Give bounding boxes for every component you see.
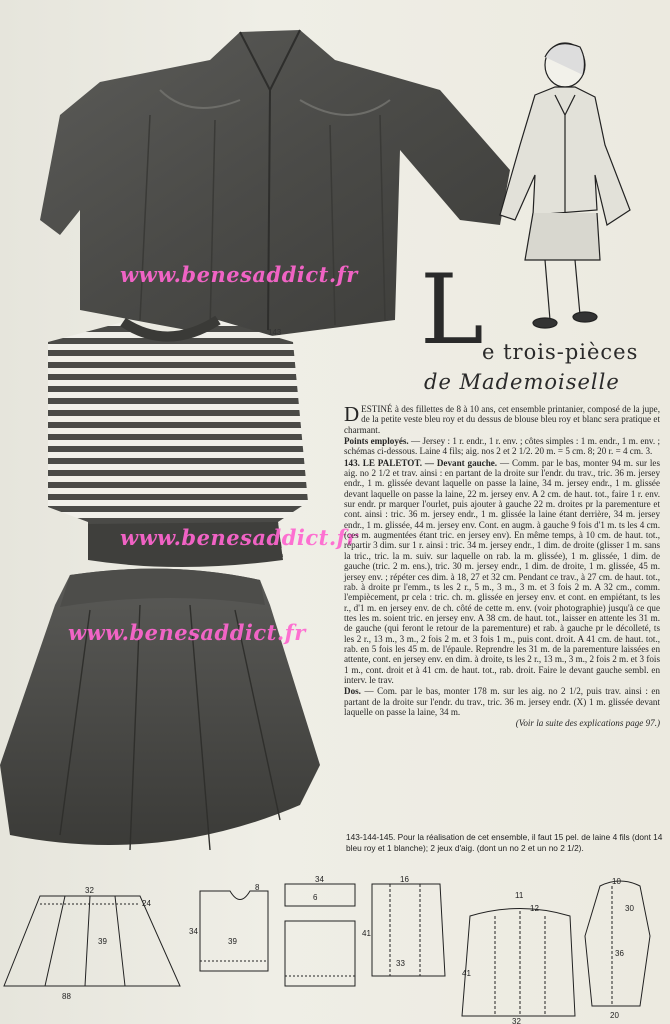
- watermark: www.benesaddict.fr: [68, 620, 306, 645]
- schema-label: 34: [315, 876, 324, 884]
- schema-label: 39: [98, 937, 107, 946]
- points-text: — Jersey : 1 r. endr., 1 r. env. ; côtes simples : 1 m. endr., 1 m. env. ; schémas ci-dessous. Laine 4 fils; aig. nos 2 et 2 1/2. 20 m. = 5 cm. 8; 20 r. = 4 cm. 3.: [344, 436, 660, 457]
- dos-text: — Com. par le bas, monter 178 m. sur les aig. no 2 1/2, puis trav. ainsi : en partant de la droite sur l'endr. du trav., tric. 36 m. jersey endr. (X) 1 m. glissée devant laquelle on passe la laine, 34 m.: [344, 686, 660, 717]
- schema-label: 8: [255, 883, 260, 892]
- points-paragraph: [344, 436, 660, 457]
- materials-note: 143-144-145. Pour la réalisation de cet ensemble, il faut 15 pel. de laine 4 fils (dont 14 bleu roy et 1 blanche); 2 jeux d'aig. (dont un no 2 et un no 2 1/2).: [346, 832, 663, 853]
- schema-label: 6: [313, 893, 318, 902]
- paletot-text: — Comm. par le bas, monter 94 m. sur les aig. no 2 1/2 et trav. ainsi : en partant de la droite sur l'endr. du trav., tric. 36 m. jersey endr., 1 m. glissée devant laquelle on passe la laine, 34 m. jersey endr., 1 m. glissée devant laquelle on passe la laine, 22 m. jersey env. A 2 cm. de haut. tot., faire 1 r. env. sur endr. pr marquer l'ourlet, puis ajouter à gauche 22 m. droites pr la parementure et cont. ainsi : tric. 36 m. jersey endr., 1 m. glissée la laine étant derrière, 34 m. jersey endr., 1 m. glissée, 44 m. jersey env. Cont. en augm. à gauche 9 fois d'1 m. ts les 4 cm. (ces m. augmentées étant tric. en jersey env). En même temps, à 10 cm. de haut. tot., répartir 3 dim. sur 1 r. ainsi : tric. 34 m. jersey endr., 1 dim. de droite (glisser 1 m. sans la tric., tric. la m. suiv. sur laquelle on rab. la m. glissée), 1 m. glissée, 1 dim. de gauche (tric. 2 m. ens.), tric. 30 m. jersey endr., 1 dim. de droite, 1 m. glissée, 45 m. jersey env. ; répéter ces dim. à 18, 27 et 32 cm. Pendant ce trav., à 27 cm. de haut. tot., rab. à droite pr l'emm., ts les 2 r., 5 m., 3 m., 3 m. et 3 fois 2 m. A 32 cm., comm. l'empiècement, pr cela : tric. ch. m. glissée en jersey env. et cont. en empiétant, ts les r., d'1 m. en jersey env. de ch. côté de cette m. env. (voir photographie) jusqu'à ce que ttes les m. soient tric. en jersey env. A 38 cm. de haut. tot., laisser en attente les 31 m. de gauche (qui feront le retour de la parementure) et rab. à gauche pr le décolleté, ts les 2 r., 13 m., 3 m., 2 fois 2 m. et 3 fois 1 m., puis cont. droit. A 41 cm. de haut. tot., rab. en 5 fois les 45 m. de l'épaule. Reprendre les 31 m. de la parementure laissées en attente, cont. en jersey env. en dim. à droite, ts les 2 r., 13 m., 3 m., 2 fois 2 m. et 3 fois 1 m., cont. droit et à 41 cm. de haut. tot., rab. droit. Faire le devant gauche sembl. en interv. le trav.: [344, 457, 661, 685]
- girl-illustration: [495, 35, 635, 335]
- schema-label: 36: [615, 949, 624, 958]
- schema-label: 33: [396, 959, 405, 968]
- title-initial: L: [420, 254, 484, 366]
- figure-number: 143: [268, 328, 282, 337]
- schema-label: 39: [228, 937, 237, 946]
- schema-label: 34: [189, 927, 198, 936]
- schema-label: 32: [512, 1017, 521, 1024]
- schema-label: 12: [530, 904, 539, 913]
- instructions-text: [344, 404, 660, 730]
- schema-label: 11: [515, 891, 524, 900]
- schema-label: 30: [625, 904, 634, 913]
- intro-text: ESTINÉ à des fillettes de 8 à 10 ans, cet ensemble printanier, composé de la jupe, de la petite veste bleu roy et du dessus de blouse bleu roy et blanc sera pratique et charmant.: [344, 404, 660, 435]
- dropcap: D: [344, 402, 360, 426]
- paletot-paragraph: [344, 458, 660, 686]
- schema-label: 32: [85, 886, 94, 895]
- title-line-1: e trois-pièces: [482, 340, 639, 364]
- watermark: www.benesaddict.fr: [120, 262, 358, 287]
- paletot-heading: 143. LE PALETOT. — Devant gauche.: [344, 457, 498, 468]
- schema-label: 41: [362, 929, 371, 938]
- schema-label: 41: [462, 969, 471, 978]
- schema-label: 88: [62, 992, 71, 1001]
- title-line-2: de Mademoiselle: [424, 370, 620, 394]
- dos-heading: Dos.: [344, 686, 361, 697]
- knitting-schemas: [0, 876, 670, 1024]
- intro-paragraph: [344, 404, 660, 435]
- schema-label: 10: [612, 877, 621, 886]
- watermark: www.benesaddict.fr: [120, 525, 358, 550]
- points-heading: Points employés.: [344, 436, 409, 447]
- continued-note: (Voir la suite des explications page 97.): [515, 718, 660, 729]
- dos-paragraph: [344, 686, 660, 717]
- schema-label: 24: [142, 899, 151, 908]
- schema-label: 20: [610, 1011, 619, 1020]
- schema-label: 16: [400, 876, 409, 884]
- skirt-photo: [0, 565, 330, 865]
